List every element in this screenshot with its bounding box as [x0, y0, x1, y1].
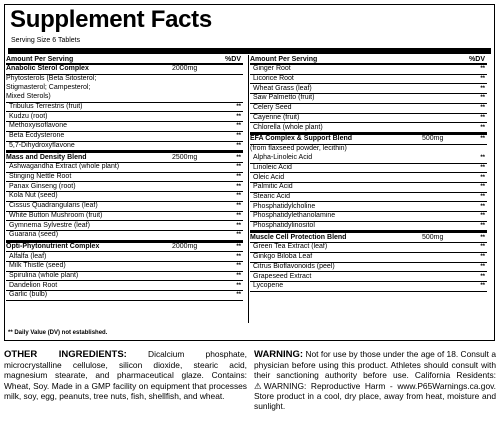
ingredient-name: Linoleic Acid — [253, 163, 292, 171]
blend-row — [6, 151, 243, 163]
daily-value: ** — [236, 232, 241, 239]
daily-value: ** — [236, 113, 241, 120]
ingredient-name: Muscle Cell Protection Blend — [250, 233, 347, 241]
ingredient-name: Phosphatidylcholine — [253, 202, 316, 210]
ingredient-name: Cissus Quadrangularis (leaf) — [9, 202, 98, 210]
warning-label: WARNING: — [254, 349, 304, 360]
warning-text: Not for use by those under the age of 18. Consult a physician before using this product. Athletes should consult with their sanctioning authority before use. California Residents: ⚠WARNING: Reproductive Harm - www.P65Warnings.ca.gov. Store product in a cool, dry place, away from heat, moisture and sunlight. — [254, 349, 496, 412]
ingredient-name: Ginger Root — [253, 65, 291, 73]
ingredient-name: Citrus Bioflavonoids (peel) — [253, 262, 335, 270]
ingredient-name: Beta Ecdysterone — [9, 132, 65, 140]
right-column-header — [250, 55, 487, 65]
ingredient-row — [250, 65, 487, 75]
ingredient-name: Phosphatidylinositol — [253, 222, 315, 230]
ingredient-name: Anabolic Sterol Complex — [6, 65, 89, 73]
thick-divider — [8, 48, 491, 54]
ingredient-row — [6, 221, 243, 231]
ingredient-row — [6, 173, 243, 183]
serving-size: Serving Size 6 Tablets — [11, 37, 81, 44]
ingredient-name: Saw Palmetto (fruit) — [253, 94, 315, 102]
daily-value: ** — [480, 273, 485, 280]
ingredient-row — [250, 263, 487, 273]
daily-value: ** — [480, 66, 485, 73]
daily-value: ** — [480, 213, 485, 220]
daily-value: ** — [236, 212, 241, 219]
daily-value: ** — [236, 253, 241, 260]
ingredient-row — [6, 103, 243, 113]
ingredient-name: EFA Complex & Support Blend — [250, 135, 353, 143]
daily-value: ** — [236, 292, 241, 299]
ingredient-name: Lycopene — [253, 282, 284, 290]
daily-value: ** — [480, 76, 485, 82]
other-ingredients-label: OTHER INGREDIENTS: — [4, 349, 127, 360]
ingredient-amount: 2000mg — [172, 242, 198, 250]
ingredient-name: Alfalfa (leaf) — [9, 252, 47, 260]
ingredient-name: Oleic Acid — [253, 173, 285, 181]
ingredient-name: Wheat Grass (leaf) — [253, 84, 312, 92]
ingredient-row — [6, 192, 243, 202]
dv-header-label: %DV — [469, 56, 485, 63]
ingredient-amount: 2500mg — [172, 153, 198, 161]
ingredient-row — [250, 145, 487, 154]
daily-value: ** — [236, 154, 241, 161]
daily-value: ** — [480, 234, 485, 241]
daily-value: ** — [236, 273, 241, 280]
ingredient-row — [6, 291, 243, 301]
daily-value: ** — [236, 243, 241, 250]
daily-value: ** — [480, 124, 485, 131]
left-ingredient-list — [6, 65, 243, 301]
ingredient-name: Palmitic Acid — [253, 183, 293, 191]
ingredient-name: Stigmasterol; Campesterol; — [6, 84, 91, 92]
ingredient-row — [250, 114, 487, 124]
ingredient-row — [250, 243, 487, 253]
ingredient-name: Ashwagandha Extract (whole plant) — [9, 163, 120, 171]
ingredient-row — [250, 123, 487, 133]
daily-value: ** — [236, 174, 241, 180]
daily-value: ** — [236, 104, 241, 111]
daily-value: ** — [480, 105, 485, 112]
ingredient-name: Stearic Acid — [253, 192, 290, 200]
blend-row — [6, 65, 243, 75]
daily-value: ** — [480, 263, 485, 270]
ingredient-name: Guarana (seed) — [9, 231, 59, 239]
blend-row — [250, 133, 487, 145]
daily-value: ** — [480, 85, 485, 92]
ingredient-row — [250, 222, 487, 232]
ingredient-row — [250, 104, 487, 114]
ingredient-name: Grapeseed Extract — [253, 272, 312, 280]
daily-value: ** — [236, 133, 241, 140]
daily-value: ** — [236, 282, 241, 289]
ingredient-name: Cayenne (fruit) — [253, 113, 300, 121]
ingredient-row — [6, 231, 243, 241]
ingredient-name: Green Tea Extract (leaf) — [253, 243, 328, 251]
ingredient-name: Celery Seed — [253, 104, 292, 112]
daily-value: ** — [480, 184, 485, 191]
dv-footnote: ** Daily Value (DV) not established. — [8, 330, 108, 336]
ingredient-name: Phytosterols (Beta Sitosterol; — [6, 75, 97, 82]
amount-per-serving-label: Amount Per Serving — [250, 56, 318, 63]
blend-row — [6, 241, 243, 253]
ingredient-row — [250, 212, 487, 222]
left-column-header — [6, 55, 243, 65]
ingredient-name: Gymnema Sylvestre (leaf) — [9, 221, 90, 229]
ingredient-row — [6, 182, 243, 192]
ingredient-name: 5,7-Dihydroxyflavone — [9, 141, 75, 149]
ingredient-row — [6, 112, 243, 122]
ingredient-name: Dandelion Root — [9, 281, 58, 289]
column-divider — [248, 55, 249, 323]
ingredient-name: Phosphatidylethanolamine — [253, 212, 336, 220]
ingredient-row — [6, 93, 243, 103]
ingredient-amount: 500mg — [422, 233, 444, 241]
blend-row — [250, 231, 487, 243]
ingredient-row — [6, 163, 243, 173]
right-column — [250, 55, 487, 292]
ingredient-amount: 500mg — [422, 135, 444, 143]
ingredient-name: Milk Thistle (seed) — [9, 262, 66, 270]
daily-value: ** — [236, 222, 241, 229]
panel-title: Supplement Facts — [10, 6, 212, 33]
ingredient-name: Spirulina (whole plant) — [9, 272, 79, 280]
daily-value: ** — [236, 142, 241, 149]
daily-value: ** — [480, 193, 485, 200]
daily-value: ** — [480, 283, 485, 290]
ingredient-name: Kola Nut (seed) — [9, 192, 58, 200]
ingredient-row — [6, 132, 243, 142]
left-column — [6, 55, 243, 301]
daily-value: ** — [480, 244, 485, 251]
ingredient-row — [250, 75, 487, 85]
ingredient-row — [6, 281, 243, 291]
dv-header-label: %DV — [225, 56, 241, 63]
ingredient-row — [250, 253, 487, 263]
warning-block — [254, 349, 496, 411]
ingredient-name: (from flaxseed powder, lecithin) — [250, 144, 347, 152]
ingredient-name: Mixed Sterols) — [6, 93, 51, 101]
daily-value: ** — [236, 193, 241, 200]
ingredient-row — [250, 84, 487, 94]
ingredient-name: Tribulus Terrestris (fruit) — [9, 103, 83, 111]
ingredient-row — [250, 193, 487, 203]
ingredient-row — [6, 122, 243, 132]
ingredient-row — [250, 173, 487, 183]
ingredient-row — [6, 202, 243, 212]
right-ingredient-list — [250, 65, 487, 292]
ingredient-name: Stinging Nettle Root — [9, 173, 72, 180]
ingredient-row — [6, 84, 243, 93]
ingredient-name: Ginkgo Biloba Leaf — [253, 253, 313, 261]
daily-value: ** — [480, 136, 485, 143]
ingredient-name: Garlic (bulb) — [9, 291, 48, 299]
daily-value: ** — [480, 254, 485, 261]
daily-value: ** — [480, 174, 485, 181]
other-ingredients-block — [4, 349, 247, 401]
ingredient-row — [6, 262, 243, 272]
daily-value: ** — [480, 164, 485, 171]
ingredient-row — [6, 75, 243, 84]
ingredient-name: Methoxyisoflavone — [9, 122, 67, 130]
ingredient-amount: 2000mg — [172, 65, 198, 73]
ingredient-name: White Button Mushroom (fruit) — [9, 211, 103, 219]
ingredient-name: Mass and Density Blend — [6, 153, 87, 161]
daily-value: ** — [480, 155, 485, 162]
ingredient-row — [250, 282, 487, 292]
ingredient-row — [6, 252, 243, 262]
amount-per-serving-label: Amount Per Serving — [6, 56, 74, 63]
daily-value: ** — [480, 114, 485, 121]
daily-value: ** — [236, 164, 241, 171]
ingredient-row — [6, 272, 243, 282]
daily-value: ** — [236, 123, 241, 130]
ingredient-row — [6, 142, 243, 152]
ingredient-name: Kudzu (root) — [9, 112, 48, 120]
ingredient-row — [6, 212, 243, 222]
ingredient-row — [250, 183, 487, 193]
ingredient-name: Panax Ginseng (root) — [9, 182, 76, 190]
daily-value: ** — [236, 263, 241, 270]
ingredient-row — [250, 94, 487, 104]
ingredient-row — [250, 272, 487, 282]
ingredient-name: Chlorella (whole plant) — [253, 123, 323, 131]
ingredient-name: Licorice Root — [253, 75, 294, 82]
other-ingredients-text: Dicalcium phosphate, microcrystalline cellulose, silicon dioxide, stearic acid, magnesium stearate, and pharmaceutical glaze. Contains: Wheat, Soy. Made in a GMP facility on equipment that processes milk, soy, egg, peanuts, tree nuts, fish, shellfish, and wheat. — [4, 349, 247, 401]
ingredient-row — [250, 154, 487, 164]
ingredient-row — [250, 202, 487, 212]
daily-value: ** — [480, 223, 485, 230]
daily-value: ** — [236, 203, 241, 210]
daily-value: ** — [480, 95, 485, 102]
ingredient-row — [250, 164, 487, 174]
daily-value: ** — [236, 183, 241, 190]
ingredient-name: Opti-Phytonutrient Complex — [6, 242, 100, 250]
daily-value: ** — [480, 203, 485, 210]
ingredient-name: Alpha-Linoleic Acid — [253, 154, 313, 162]
